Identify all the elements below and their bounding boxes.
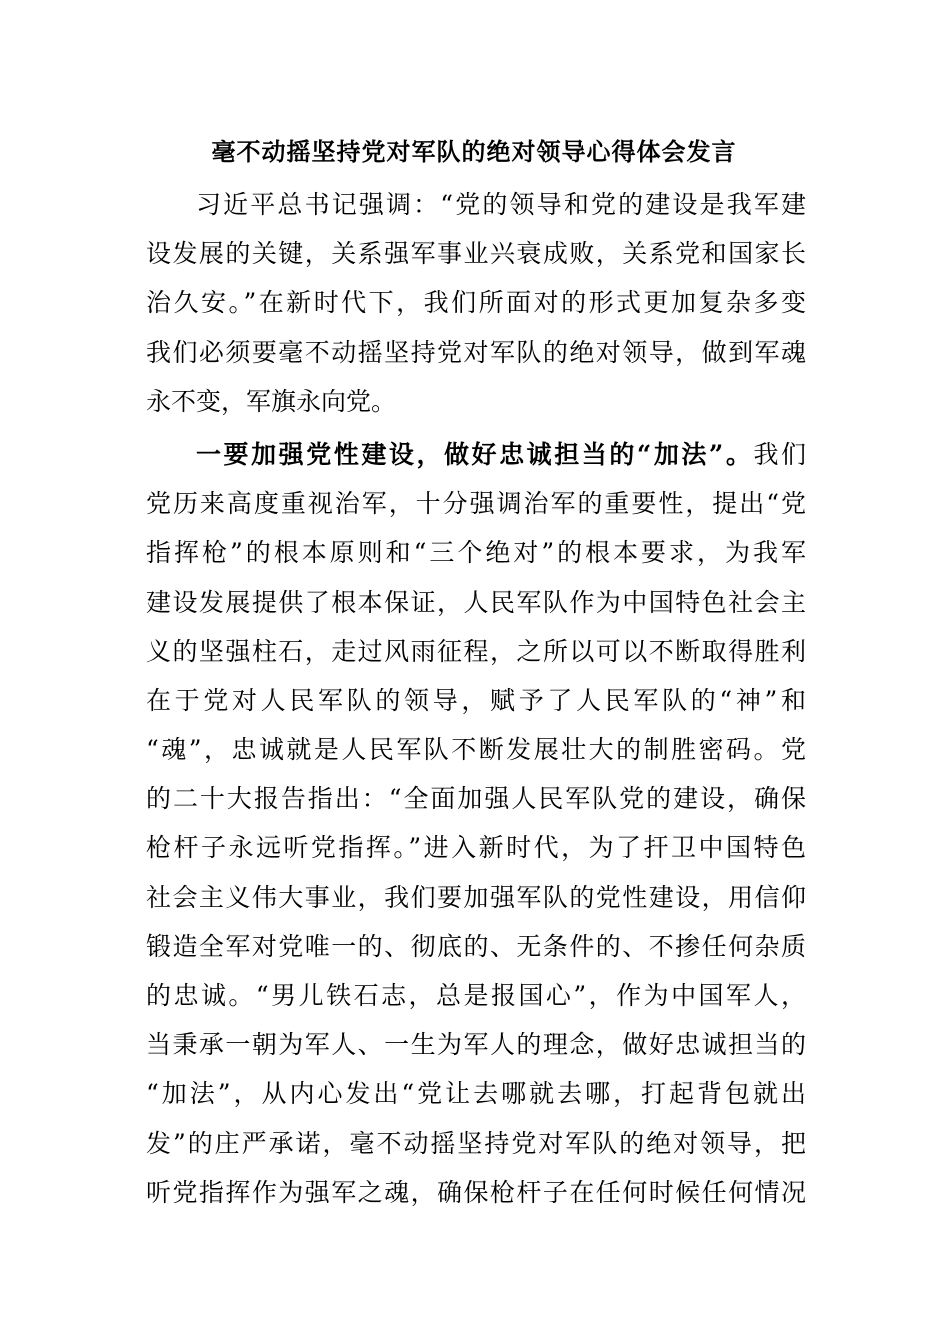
- text-line: 设发展的关键，关系强军事业兴衰成败，关系党和国家长: [146, 239, 806, 269]
- text-line: 的忠诚。“男儿铁石志，总是报国心”，作为中国军人，: [146, 981, 806, 1010]
- text-line: 治久安。”在新时代下，我们所面对的形式更加复杂多变: [146, 288, 806, 318]
- text-line: 习近平总书记强调：“党的领导和党的建设是我军建: [196, 190, 806, 219]
- text-line: 听党指挥作为强军之魂，确保枪杆子在任何时候任何情况: [146, 1177, 806, 1207]
- text-line: “加法”，从内心发出“党让去哪就去哪，打起背包就出: [146, 1079, 806, 1109]
- paragraph-heading: 一要加强党性建设，做好忠诚担当的“加法”。: [196, 439, 754, 469]
- text-line: 的二十大报告指出：“全面加强人民军队党的建设，确保: [146, 784, 806, 814]
- document-body: [146, 180, 806, 1217]
- text-line: 永不变，军旗永向党。: [146, 386, 397, 416]
- text-line-rest: 我们: [753, 439, 806, 469]
- paragraph-strengthen-party-spirit: [146, 430, 806, 1217]
- text-line: 社会主义伟大事业，我们要加强军队的党性建设，用信仰: [146, 882, 806, 912]
- text-line: “魂”，忠诚就是人民军队不断发展壮大的制胜密码。党: [146, 735, 806, 765]
- text-line: 义的坚强柱石，走过风雨征程，之所以可以不断取得胜利: [146, 636, 806, 666]
- text-line: 指挥枪”的根本原则和“三个绝对”的根本要求，为我军: [146, 538, 806, 568]
- text-line: 当秉承一朝为军人、一生为军人的理念，做好忠诚担当的: [146, 1030, 806, 1060]
- text-line: 我们必须要毫不动摇坚持党对军队的绝对领导，做到军魂: [146, 337, 806, 367]
- document-title: 毫不动摇坚持党对军队的绝对领导心得体会发言: [211, 137, 737, 166]
- text-line: 党历来高度重视治军，十分强调治军的重要性，提出“党: [146, 489, 806, 519]
- text-line: 枪杆子永远听党指挥。”进入新时代，为了扞卫中国特色: [146, 833, 806, 863]
- paragraph-intro: [146, 180, 806, 426]
- text-line: 在于党对人民军队的领导，赋予了人民军队的“神”和: [146, 685, 806, 715]
- text-line: 建设发展提供了根本保证，人民军队作为中国特色社会主: [146, 587, 806, 617]
- text-line: 发”的庄严承诺，毫不动摇坚持党对军队的绝对领导，把: [146, 1128, 806, 1158]
- text-line: 锻造全军对党唯一的、彻底的、无条件的、不掺任何杂质: [146, 931, 806, 961]
- text-line: [146, 430, 806, 479]
